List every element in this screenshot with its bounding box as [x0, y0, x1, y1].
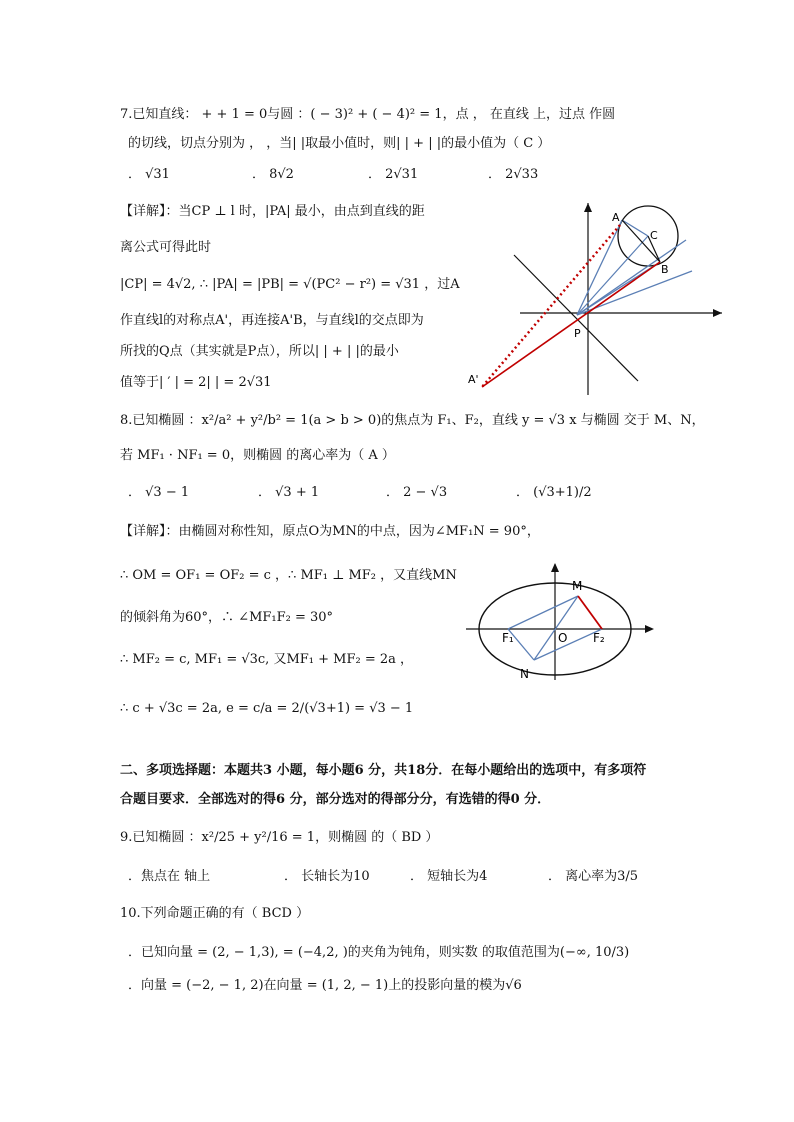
q9-option-a: ．焦点在 轴上: [128, 869, 211, 884]
q7-detail-1: 【详解】：当CP ⊥ l 时，|PA| 最小，由点到直线的距: [120, 204, 425, 219]
label-p: P: [574, 327, 581, 340]
y-axis-arrow: [551, 563, 559, 572]
label-n: N: [520, 667, 529, 681]
q7-detail-3: |CP| = 4√2, ∴ |PA| = |PB| = √(PC² − r²) = √31 ，过A: [120, 277, 460, 292]
q8-detail-1: 【详解】：由椭圆对称性知，原点O为MN的中点，因为∠MF₁N = 90°，: [120, 524, 540, 539]
label-o: O: [558, 631, 568, 645]
q9-option-c: ． 短轴长为4: [410, 869, 488, 884]
q7-option-a: ． √31: [128, 167, 170, 182]
q10-option-b: ．向量 = (−2, − 1, 2)在向量 = (1, 2, − 1)上的投影向量的模为√6: [128, 978, 522, 993]
q8-detail-3: 的倾斜角为60°，∴ ∠MF₁F₂ = 30°: [120, 610, 334, 625]
segment-mf2: [578, 596, 602, 629]
q7-option-c: ． 2√31: [368, 167, 419, 182]
q7-stem-line2: 的切线，切点分别为 ， ，当| |取最小值时，则| | + | |的最小值为（ C ）: [128, 136, 551, 151]
label-c: C: [650, 229, 658, 242]
q9-option-d: ． 离心率为3/5: [548, 869, 639, 884]
q8-detail-5: ∴ c + √3c = 2a, e = c/a = 2/(√3+1) = √3 − 1: [120, 701, 414, 716]
x-axis-arrow: [713, 309, 722, 317]
q7-option-b: ． 8√2: [252, 167, 294, 182]
label-m: M: [572, 579, 583, 593]
segment-aprime-b: [482, 262, 660, 387]
y-axis-arrow: [584, 203, 592, 212]
q8-detail-2: ∴ OM = OF₁ = OF₂ = c ，∴ MF₁ ⊥ MF₂ ，又直线MN: [120, 568, 457, 583]
label-f2: F₂: [593, 631, 605, 645]
segment-f1m: [508, 596, 578, 629]
q8-detail-4: ∴ MF₂ = c, MF₁ = √3c, 又MF₁ + MF₂ = 2a ，: [120, 652, 414, 667]
section2-line1: 二、多项选择题：本题共3 小题，每小题6 分，共18分．在每小题给出的选项中，有多项符: [120, 763, 647, 778]
label-f1: F₁: [502, 631, 514, 645]
q8-stem-line2: 若 MF₁ · NF₁ = 0，则椭圆 的离心率为（ A ）: [120, 448, 395, 463]
q9-stem: 9.已知椭圆 ：x²/25 + y²/16 = 1，则椭圆 的（ BD ）: [120, 830, 439, 845]
label-a: A: [612, 211, 620, 224]
q9-option-b: ． 长轴长为10: [284, 869, 370, 884]
q8-option-b: ． √3 + 1: [258, 485, 320, 500]
q8-figure: [462, 560, 662, 685]
label-a-prime: A': [468, 373, 479, 386]
label-b: B: [661, 263, 669, 276]
section2-line2: 合题目要求．全部选对的得6 分，部分选对的得部分分，有选错的得0 分．: [120, 792, 551, 807]
q8-option-d: ． (√3+1)/2: [516, 485, 592, 500]
q10-stem: 10.下列命题正确的有（ BCD ）: [120, 906, 310, 921]
q8-option-a: ． √3 − 1: [128, 485, 190, 500]
q7-detail-4: 作直线l的对称点A'，再连接A'B，与直线l的交点即为: [120, 313, 424, 328]
line-l: [514, 255, 638, 381]
q7-option-d: ． 2√33: [488, 167, 539, 182]
q7-figure: [460, 195, 730, 400]
q8-option-c: ． 2 − √3: [386, 485, 448, 500]
q7-detail-5: 所找的Q点（其实就是P点），所以| | + | |的最小: [120, 344, 399, 359]
x-axis-arrow: [645, 625, 654, 633]
q7-detail-2: 离公式可得此时: [120, 240, 212, 255]
q10-option-a: ．已知向量 = (2, − 1,3), = (−4,2, )的夹角为钝角，则实数 的取值范围为(−∞, 10/3): [128, 945, 630, 960]
ray-upper: [577, 240, 686, 315]
q8-stem-line1: 8.已知椭圆 ：x²/a² + y²/b² = 1(a > b > 0)的焦点为 F₁、F₂，直线 y = √3 x 与椭圆 交于 M、N，: [120, 413, 705, 428]
q7-detail-6: 值等于| ′ | = 2| | = 2√31: [120, 375, 272, 390]
q7-stem-line1: 7.已知直线： + + 1 = 0与圆 ：( − 3)² + ( − 4)² = 1，点 ， 在直线 上，过点 作圆: [120, 107, 616, 122]
